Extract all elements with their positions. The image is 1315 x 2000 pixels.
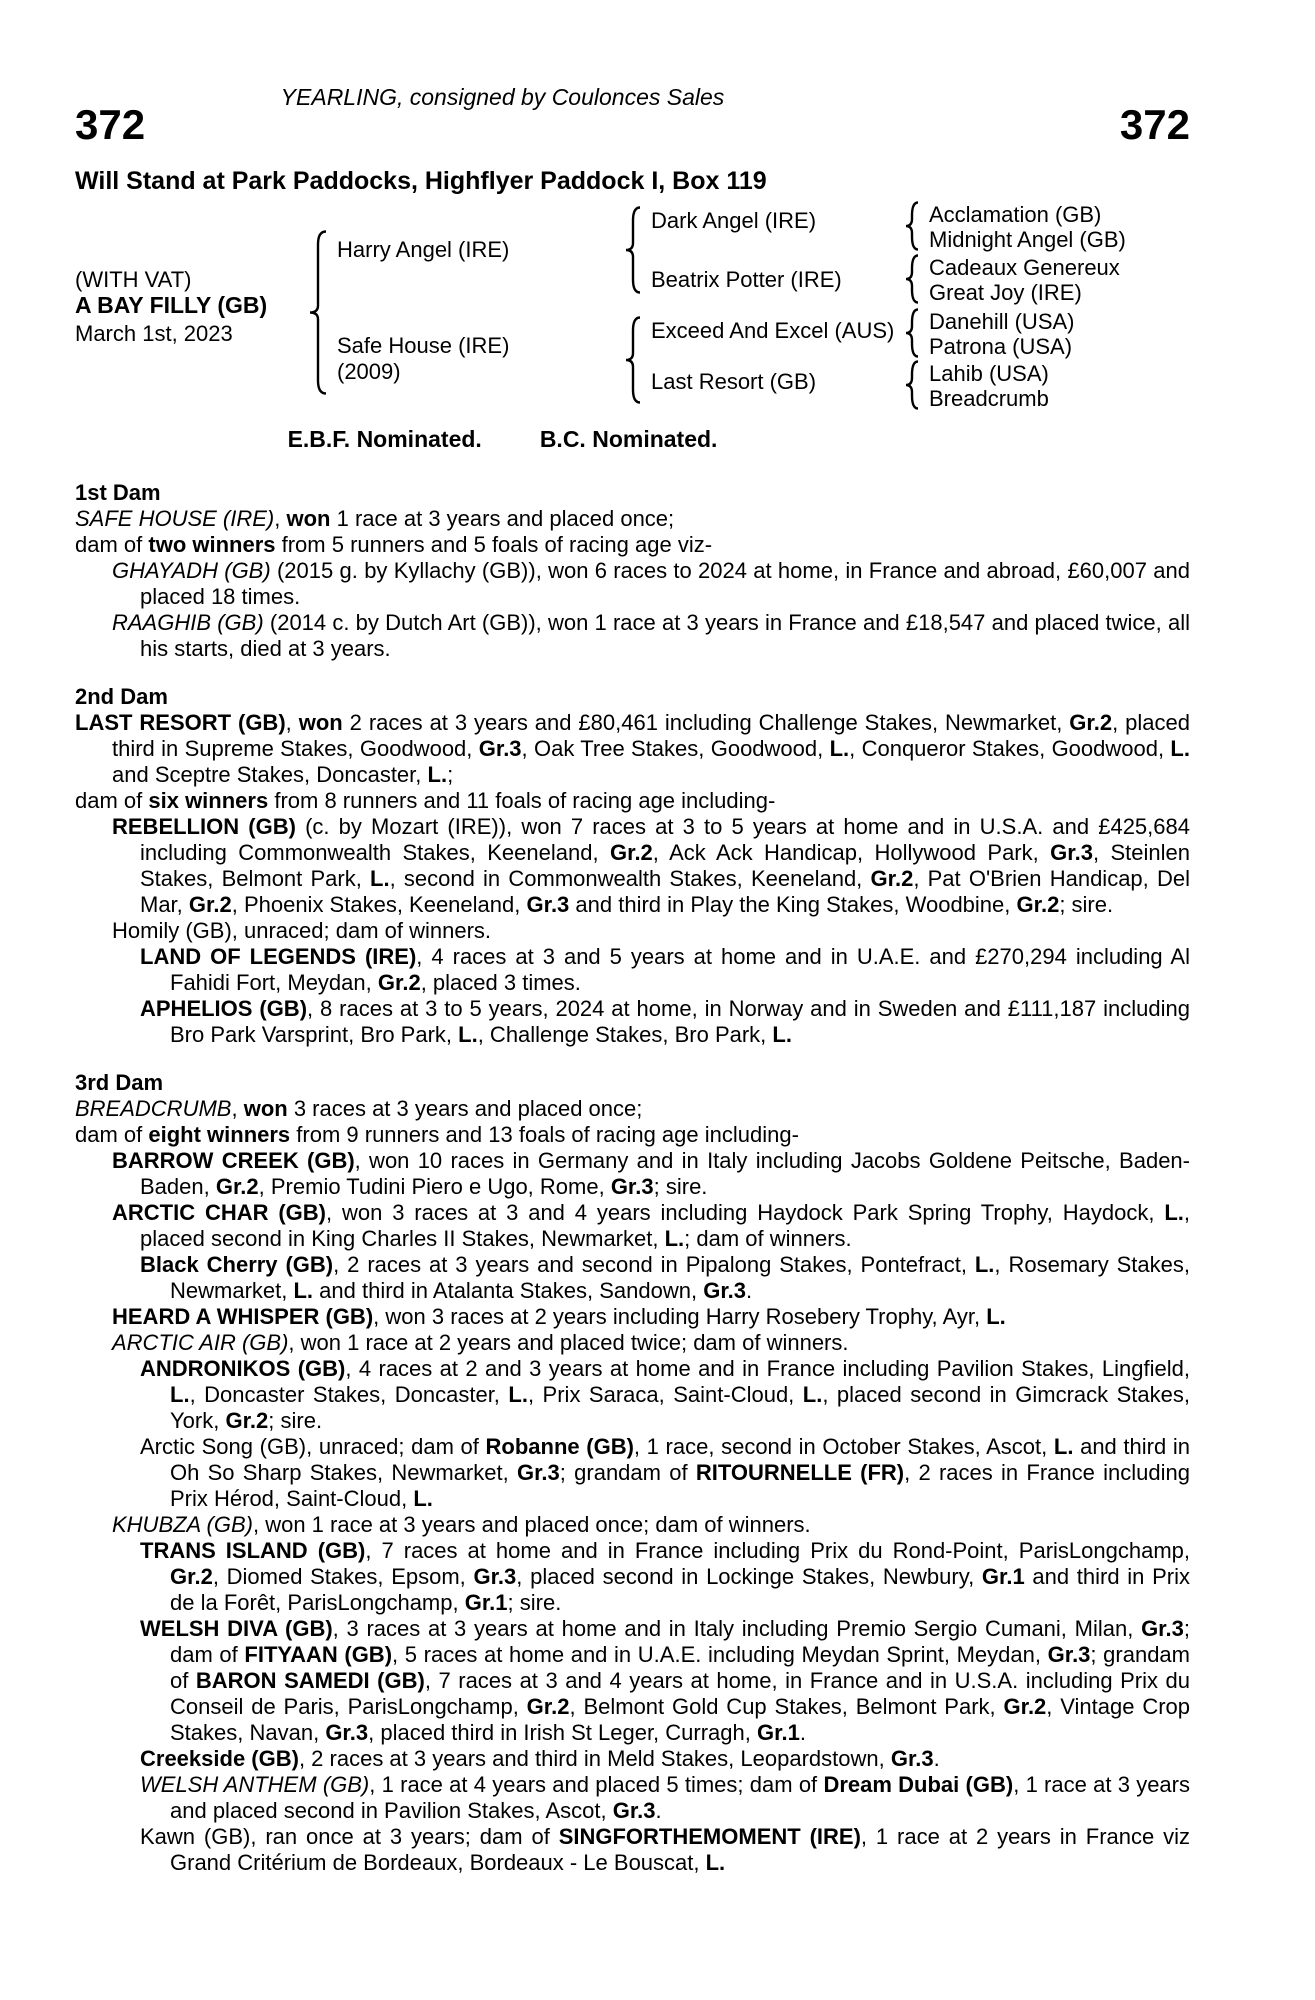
text-segment: eight winners [148,1122,291,1147]
lot-number-left: 372 [75,101,146,148]
text-segment: L. [413,1486,433,1511]
text-segment: GHAYADH (GB) [112,558,271,583]
text-segment: , 7 races at home and in France including Prix du Rond-Point, ParisLongchamp, [365,1538,1190,1563]
gen2-ancestor-name: Exceed And Excel (AUS) [651,318,895,343]
pedigree-paragraph [75,710,1190,788]
pedigree-paragraph [75,1824,1190,1876]
text-segment: Gr.2 [1003,1694,1047,1719]
text-segment: , placed second in King Charles II Stakes, Newmarket, [140,1200,1191,1251]
text-segment: HEARD A WHISPER (GB) [112,1304,374,1329]
text-segment: L. [1053,1434,1074,1459]
text-segment: , 7 races at 3 and 4 years at home, in France and in U.S.A. including Prix du Conseil de Paris, ParisLongchamp, [170,1668,1190,1719]
text-segment: , 1 race at 3 years and placed second in Pavilion Stakes, Ascot, [170,1772,1190,1823]
text-segment: ANDRONIKOS (GB) [140,1356,346,1381]
text-segment: , 1 race, second in October Stakes, Ascot, [633,1434,1054,1459]
text-segment: , Challenge Stakes, Bro Park, [477,1022,773,1047]
text-segment: 1 race at 3 years and placed once; [330,506,675,531]
text-segment: ARCTIC CHAR (GB) [112,1200,327,1225]
gen3-ancestor-name: Patrona (USA) [929,334,1073,359]
gen3-ancestor-name: Great Joy (IRE) [929,280,1082,305]
text-segment: Gr.2 [1016,892,1060,917]
text-segment: , placed third in Supreme Stakes, Goodwood, [112,710,1190,761]
text-segment: , Belmont Gold Cup Stakes, Belmont Park, [569,1694,1004,1719]
text-segment: Gr.3 [516,1460,560,1485]
text-segment: , Steinlen Stakes, Belmont Park, [140,840,1190,891]
text-segment: Gr.3 [1141,1616,1184,1641]
text-segment: Gr.2 [377,970,421,995]
text-segment: Arctic Song (GB), unraced; dam of [140,1434,486,1459]
text-segment: Gr.1 [464,1590,508,1615]
text-segment: and third in Atalanta Stakes, Sandown, [313,1278,704,1303]
text-segment: ; sire. [268,1408,323,1433]
text-segment: two winners [148,532,276,557]
text-segment: BARROW CREEK (GB) [112,1148,355,1173]
text-segment: WELSH ANTHEM (GB) [140,1772,370,1797]
text-segment: , [231,1096,244,1121]
pedigree-brace [307,230,329,400]
pedigree-paragraph [75,1148,1190,1200]
pedigree-paragraph [75,610,1190,662]
gen3-ancestor-name: Cadeaux Genereux [929,255,1120,280]
gen2-ancestor-name: Last Resort (GB) [651,369,817,394]
text-segment: , Ack Ack Handicap, Hollywood Park, [652,840,1051,865]
vat-note: (WITH VAT) [75,267,192,292]
text-segment: L. [705,1850,726,1875]
text-segment: , 1 race at 2 years in France viz Grand Critérium de Bordeaux, Bordeaux - Le Bouscat, [170,1824,1190,1875]
pedigree-paragraph [75,1096,1190,1122]
text-segment: , placed second in Lockinge Stakes, Newbury, [516,1564,982,1589]
pedigree-paragraph [75,918,1190,944]
text-segment: Gr.3 [1047,1642,1091,1667]
text-segment: six winners [148,788,269,813]
dam-name: Safe House (IRE) [337,333,510,358]
text-segment: Kawn (GB), ran once at 3 years; dam of [140,1824,559,1849]
text-segment: L. [829,736,850,761]
text-segment: 3 races at 3 years and placed once; [287,1096,643,1121]
text-segment: . [655,1798,662,1823]
pedigree-brace [903,360,921,415]
text-segment: , 2 races at 3 years and third in Meld Stakes, Leopardstown, [298,1746,891,1771]
text-segment: Creekside (GB) [140,1746,299,1771]
text-segment: , 2 races at 3 years and second in Pipalong Stakes, Pontefract, [333,1252,975,1277]
text-segment: Gr.2 [609,840,653,865]
lot-number-right: 372 [1119,101,1190,148]
text-segment: L. [170,1382,190,1407]
text-segment: L. [458,1022,478,1047]
pedigree-paragraph [75,788,1190,814]
text-segment: 2 races at 3 years and £80,461 including Challenge Stakes, Newmarket, [342,710,1070,735]
text-segment: , placed third in Irish St Leger, Curragh, [368,1720,757,1745]
text-segment: , Diomed Stakes, Epsom, [212,1564,474,1589]
pedigree-paragraph [75,1538,1190,1616]
text-segment: Gr.2 [526,1694,570,1719]
text-segment: Gr.3 [612,1798,656,1823]
text-segment: , Phoenix Stakes, Keeneland, [231,892,527,917]
ebf-nominated-label: E.B.F. Nominated. [287,426,482,452]
text-segment: dam of [75,532,149,557]
text-segment: . [799,1720,806,1745]
text-segment: ; grandam of [170,1642,1190,1693]
text-segment: KHUBZA (GB) [112,1512,253,1537]
text-segment: and third in Prix de la Forêt, ParisLongchamp, [170,1564,1190,1615]
text-segment: , Doncaster Stakes, Doncaster, [189,1382,509,1407]
text-segment: from 8 runners and 11 foals of racing age including- [268,788,776,813]
text-segment: SINGFORTHEMOMENT (IRE) [558,1824,861,1849]
text-segment: , placed 3 times. [420,970,581,995]
gen3-ancestor-name: Danehill (USA) [929,309,1075,334]
text-segment: WELSH DIVA (GB) [140,1616,333,1641]
text-segment: won [286,506,331,531]
text-segment: Gr.2 [1069,710,1113,735]
gen2-ancestor-name: Beatrix Potter (IRE) [651,267,842,292]
text-segment: (2014 c. by Dutch Art (GB)), won 1 race at 3 years in France and £18,547 and placed twice, all his starts, died at 3 years. [140,610,1191,661]
text-segment: Black Cherry (GB) [140,1252,334,1277]
text-segment: dam of [75,1122,149,1147]
text-segment: and third in Play the King Stakes, Woodbine, [569,892,1017,917]
text-segment: Gr.3 [610,1174,654,1199]
pedigree-tree [75,198,1190,416]
nominations-line [75,426,930,453]
text-segment: , Oak Tree Stakes, Goodwood, [521,736,830,761]
text-segment: L. [974,1252,995,1277]
dam-heading: 2nd Dam [75,684,168,709]
dam-heading: 1st Dam [75,480,161,505]
text-segment: , Prix Saraca, Saint-Cloud, [527,1382,803,1407]
pedigree-brace [623,206,643,299]
pedigree-brace [903,254,921,309]
text-segment: Gr.1 [757,1720,800,1745]
text-segment: Gr.3 [526,892,570,917]
pedigree-paragraph [75,1512,1190,1538]
pedigree-paragraph [75,814,1190,918]
text-segment: SAFE HOUSE (IRE) [75,506,275,531]
text-segment: L. [802,1382,823,1407]
text-segment: , won 3 races at 3 and 4 years including Haydock Park Spring Trophy, Haydock, [326,1200,1165,1225]
pedigree-paragraph [75,1252,1190,1304]
text-segment: , 1 race at 4 years and placed 5 times; dam of [369,1772,824,1797]
text-segment: (2015 g. by Kyllachy (GB)), won 6 races to 2024 at home, in France and abroad, £60,007 and placed 18 times. [140,558,1190,609]
text-segment: , Rosemary Stakes, Newmarket, [170,1252,1190,1303]
text-segment: Gr.2 [170,1564,213,1589]
text-segment: , 2 races in France including Prix Hérod, Saint-Cloud, [170,1460,1190,1511]
text-segment: BREADCRUMB [75,1096,232,1121]
text-segment: ; [447,762,454,787]
text-segment: L. [986,1304,1006,1329]
text-segment: L. [508,1382,528,1407]
pedigree-paragraph [75,1122,1190,1148]
pedigree-paragraph [75,506,1190,532]
pedigree-paragraph [75,944,1190,996]
text-segment: Robanne (GB) [485,1434,634,1459]
text-segment: Gr.3 [890,1746,934,1771]
text-segment: and third in Oh So Sharp Stakes, Newmarket, [170,1434,1190,1485]
gen3-ancestor-name: Lahib (USA) [929,361,1049,386]
text-segment: , 4 races at 3 and 5 years at home and in U.A.E. and £270,294 including Al Fahidi Fort, Meydan, [170,944,1190,995]
text-segment: Gr.2 [870,866,914,891]
text-segment: APHELIOS (GB) [140,996,308,1021]
gen3-ancestor-name: Acclamation (GB) [929,202,1102,227]
text-segment: REBELLION (GB) [112,814,296,839]
text-segment: , 5 races at home and in U.A.E. including Meydan Sprint, Meydan, [392,1642,1048,1667]
stand-location-line: Will Stand at Park Paddocks, Highflyer Paddock I, Box 119 [75,167,767,195]
text-segment: from 9 runners and 13 foals of racing age including- [290,1122,799,1147]
dam-sections [75,480,1190,1876]
text-segment: LAST RESORT (GB) [75,710,286,735]
text-segment: ; sire. [1059,892,1114,917]
text-segment: , won 3 races at 2 years including Harry Rosebery Trophy, Ayr, [373,1304,987,1329]
text-segment: L. [772,1022,792,1047]
text-segment: . [746,1278,753,1303]
dam-heading: 3rd Dam [75,1070,164,1095]
consignor-line: YEARLING, consigned by Coulonces Sales [280,84,725,110]
text-segment: ; grandam of [559,1460,696,1485]
text-segment: , Vintage Crop Stakes, Navan, [170,1694,1191,1745]
text-segment: ARCTIC AIR (GB) [112,1330,289,1355]
text-segment: Gr.1 [981,1564,1025,1589]
pedigree-paragraph [75,996,1190,1048]
horse-description: A BAY FILLY (GB) [75,292,268,318]
text-segment: L. [427,762,448,787]
text-segment: won [298,710,343,735]
gen3-ancestor-name: Midnight Angel (GB) [929,227,1126,252]
text-segment: LAND OF LEGENDS (IRE) [140,944,417,969]
text-segment: FITYAAN (GB) [244,1642,393,1667]
pedigree-brace [623,316,643,409]
text-segment: BARON SAMEDI (GB) [195,1668,425,1693]
text-segment: , won 1 race at 2 years and placed twice; dam of winners. [288,1330,849,1355]
sire-name: Harry Angel (IRE) [337,237,510,262]
text-segment: , won 1 race at 3 years and placed once; dam of winners. [252,1512,811,1537]
pedigree-paragraph [75,1616,1190,1746]
text-segment: Dream Dubai (GB) [823,1772,1014,1797]
text-segment: RAAGHIB (GB) [112,610,264,635]
text-segment: and Sceptre Stakes, Doncaster, [112,762,428,787]
text-segment: won [243,1096,288,1121]
pedigree-paragraph [75,1434,1190,1512]
pedigree-paragraph [75,1330,1190,1356]
text-segment: dam of [75,788,149,813]
text-segment: RITOURNELLE (FR) [695,1460,905,1485]
text-segment: L. [293,1278,314,1303]
text-segment: ; sire. [507,1590,562,1615]
pedigree-paragraph [75,558,1190,610]
text-segment: Gr.2 [215,1174,259,1199]
text-segment: , 8 races at 3 to 5 years, 2024 at home, in Norway and in Sweden and £111,187 including Bro Park Varsprint, Bro Park, [170,996,1190,1047]
text-segment: ; dam of [170,1616,1190,1667]
text-segment: Gr.3 [1050,840,1093,865]
text-segment: , Conqueror Stakes, Goodwood, [849,736,1171,761]
text-segment: Homily (GB), unraced; dam of winners. [112,918,492,943]
text-segment: Gr.2 [225,1408,269,1433]
text-segment: (c. by Mozart (IRE)), won 7 races at 3 to 5 years at home and in U.S.A. and £425,684 including Commonwealth Stakes, Keeneland, [140,814,1190,865]
text-segment: L. [1164,1200,1184,1225]
pedigree-paragraph [75,1746,1190,1772]
gen2-ancestor-name: Dark Angel (IRE) [651,208,817,233]
text-segment: Gr.2 [188,892,232,917]
text-segment: L. [1170,736,1190,761]
text-segment: , [274,506,287,531]
pedigree-paragraph [75,1304,1190,1330]
dam-year: (2009) [337,359,401,384]
text-segment: Gr.3 [325,1720,369,1745]
text-segment: , [285,710,299,735]
text-segment: ; sire. [653,1174,708,1199]
text-segment: , Premio Tudini Piero e Ugo, Rome, [258,1174,611,1199]
gen3-ancestor-name: Breadcrumb [929,386,1049,411]
bc-nominated-label: B.C. Nominated. [539,426,718,452]
text-segment: . [933,1746,940,1771]
text-segment: , 3 races at 3 years at home and in Italy including Premio Sergio Cumani, Milan, [332,1616,1142,1641]
text-segment: , second in Commonwealth Stakes, Keeneland, [389,866,871,891]
pedigree-paragraph [75,1200,1190,1252]
text-segment: ; dam of winners. [684,1226,852,1251]
text-segment: Gr.3 [478,736,522,761]
pedigree-paragraph [75,532,1190,558]
text-segment: , won 10 races in Germany and in Italy including Jacobs Goldene Peitsche, Baden-Baden, [140,1148,1190,1199]
text-segment: , placed second in Gimcrack Stakes, York, [170,1382,1191,1433]
text-segment: , 4 races at 2 and 3 years at home and in France including Pavilion Stakes, Lingfield, [345,1356,1190,1381]
pedigree-paragraph [75,1356,1190,1434]
pedigree-brace [903,308,921,363]
text-segment: from 5 runners and 5 foals of racing age viz- [275,532,713,557]
pedigree-paragraph [75,1772,1190,1824]
text-segment: , Pat O'Brien Handicap, Del Mar, [140,866,1190,917]
text-segment: Gr.3 [473,1564,517,1589]
text-segment: L. [370,866,390,891]
text-segment: L. [664,1226,685,1251]
pedigree-brace [903,201,921,256]
text-segment: Gr.3 [703,1278,747,1303]
foaling-date: March 1st, 2023 [75,321,233,346]
text-segment: TRANS ISLAND (GB) [140,1538,366,1563]
